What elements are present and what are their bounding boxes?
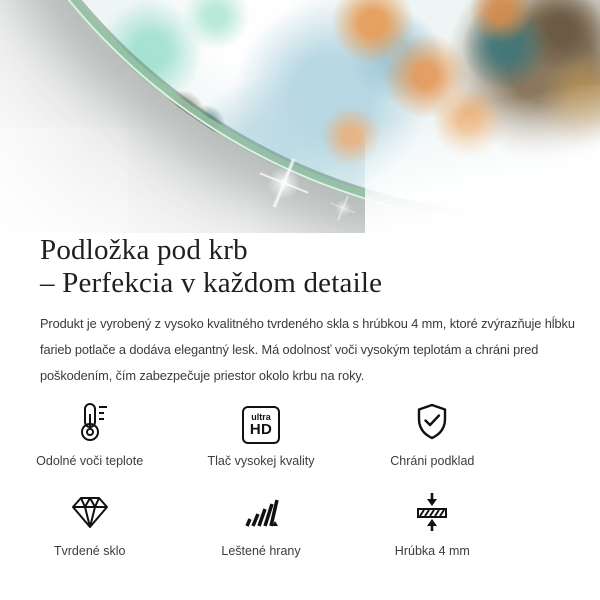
feature-label: Leštené hrany [221, 544, 301, 558]
ultra-hd-badge [242, 406, 280, 444]
feature-protects-surface [347, 400, 518, 468]
description-line: poškodením, čím zabezpečuje priestor okolo krbu na roky. [40, 368, 365, 383]
feature-label: Hrúbka 4 mm [394, 544, 470, 558]
shield-check-icon [410, 400, 454, 444]
ultra-hd-text-small: ultra [251, 412, 271, 422]
feature-tempered-glass [4, 490, 175, 558]
ultra-hd-text-large: HD [249, 421, 273, 438]
page-title [40, 234, 382, 300]
feature-label: Tlač vysokej kvality [207, 454, 315, 468]
feature-label: Chráni podklad [390, 454, 475, 468]
feature-label: Odolné voči teplote [36, 454, 144, 468]
thickness-icon [410, 490, 454, 534]
page-title-line2: – Perfekcia v každom detaile [40, 267, 383, 299]
product-image [0, 0, 600, 233]
image-white-fade [365, 85, 600, 233]
description-line: Produkt je vyrobený z vysoko kvalitného tvrdeného skla s hrúbkou 4 mm, ktoré zvýrazňuje hĺbku [40, 316, 575, 331]
page-title-line1: Podložka pod krb [40, 234, 248, 266]
feature-polished-edges [175, 490, 346, 558]
thermometer-icon [68, 400, 112, 444]
feature-heat-resistant [4, 400, 175, 468]
feature-label: Tvrdené sklo [53, 544, 126, 558]
polished-edges-icon [239, 490, 283, 534]
ultra-hd-icon [242, 400, 280, 444]
feature-print-quality [175, 400, 346, 468]
description-line: farieb potlače a dodáva elegantný lesk. Má odolnosť voči vysokým teplotám a chráni pred [40, 342, 539, 357]
diamond-icon [68, 490, 112, 534]
feature-thickness [347, 490, 518, 558]
product-description [40, 311, 575, 389]
features-grid [4, 400, 518, 558]
